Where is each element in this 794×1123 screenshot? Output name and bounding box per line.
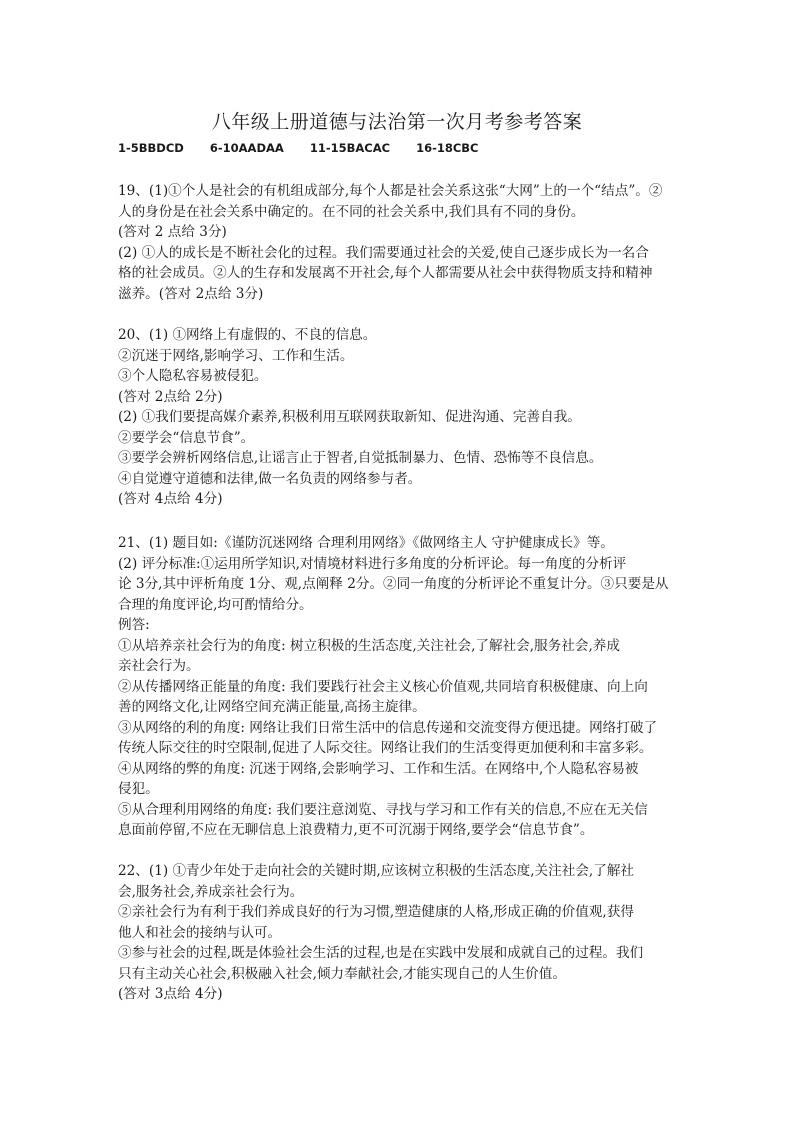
answer-line: 22、(1) ①青少年处于走向社会的关键时期,应该树立积极的生活态度,关注社会,了解社 [118, 863, 635, 879]
answer-line: ②亲社会行为有利于我们养成良好的行为习惯,塑造健康的人格,形成正确的价值观,获得 [118, 904, 634, 920]
answer-line: ④从网络的弊的角度: 沉迷于网络,会影响学习、工作和生活。在网络中,个人隐私容易被 [118, 760, 639, 777]
answer-line: ③从网络的利的角度: 网络让我们日常生活中的信息传递和交流变得方便迅捷。网络打破了 [118, 719, 658, 736]
scoring-note: (答对 3点给 4分) [118, 986, 223, 1002]
answer-group: 1-5BBDCD [118, 141, 184, 155]
answer-line: 亲社会行为。 [118, 658, 200, 674]
answer-line: (2) 评分标准:①运用所学知识,对情境材料进行多角度的分析评论。每一角度的分析评 [118, 555, 627, 572]
scoring-note: (答对 2 点给 3分) [118, 224, 227, 240]
answer-line: ③要学会辨析网络信息,让谣言止于智者,自觉抵制暴力、色情、恐怖等不良信息。 [118, 450, 603, 466]
answer-line: ②沉迷于网络,影响学习、工作和生活。 [118, 347, 354, 364]
question-21-answer [118, 533, 680, 841]
answer-line: 传统人际交往的时空限制,促进了人际交往。网络让我们的生活变得更加便利和丰富多彩。 [118, 740, 653, 756]
choice-answer-key [118, 141, 501, 155]
page-title: 八年级上册道德与法治第一次月考参考答案 [211, 111, 583, 133]
answer-line: 息面前停留,不应在无聊信息上浪费精力,更不可沉溺于网络,要学会“信息节食”。 [118, 822, 594, 838]
answer-line: ②要学会“信息节食”。 [118, 429, 255, 446]
answer-line: 只有主动关心社会,积极融入社会,倾力奉献社会,才能实现自己的人生价值。 [118, 965, 566, 982]
question-19-answer [118, 181, 680, 304]
answer-line: 20、(1) ①网络上有虚假的、不良的信息。 [118, 327, 377, 343]
answer-group: 11-15BACAC [309, 141, 391, 155]
answer-line: 滋养。(答对 2点给 3分) [118, 285, 264, 302]
answer-line: 会,服务社会,养成亲社会行为。 [118, 883, 304, 900]
answer-line: 人的身份是在社会关系中确定的。在不同的社会关系中,我们具有不同的身份。 [118, 203, 585, 220]
answer-line: 侵犯。 [118, 781, 159, 797]
answer-group: 6-10AADAA [209, 141, 284, 155]
answer-line: (2) ①人的成长是不断社会化的过程。我们需要通过社会的关爱,使自己逐步成长为一名合 [118, 244, 649, 261]
answer-line: 他人和社会的接纳与认可。 [118, 924, 282, 941]
answer-line: ⑤从合理利用网络的角度: 我们要注意浏览、寻找与学习和工作有关的信息,不应在无关信 [118, 801, 648, 818]
question-20-answer [118, 325, 680, 510]
answer-line: ④自觉遵守道德和法律,做一名负责的网络参与者。 [118, 470, 422, 487]
answer-group: 16-18CBC [416, 141, 479, 155]
scoring-note: (答对 4点给 4分) [118, 491, 223, 507]
answer-line: ①从培养亲社会行为的角度: 树立积极的生活态度,关注社会,了解社会,服务社会,养成 [118, 637, 620, 654]
answer-line: ②从传播网络正能量的角度: 我们要践行社会主义核心价值观,共同培育积极健康、向上向 [118, 678, 648, 695]
question-22-answer [118, 861, 680, 1005]
answer-line: 格的社会成员。②人的生存和发展离不开社会,每个人都需要从社会中获得物质支持和精神 [118, 265, 653, 281]
answer-line: 19、(1)①个人是社会的有机组成部分,每个人都是社会关系这张“大网”上的一个“结点”。② [118, 183, 663, 199]
scoring-note: (答对 2点给 2分) [118, 388, 223, 405]
answer-line: 论 3分,其中评析角度 1分、观,点阐释 2分。②同一角度的分析评论不重复计分。③只要是从 [118, 576, 669, 592]
answer-line: 善的网络文化,让网络空间充满正能量,高扬主旋律。 [118, 699, 426, 715]
answer-line: 合理的角度评论,均可酌情给分。 [118, 596, 313, 613]
answer-line: ③参与社会的过程,既是体验社会生活的过程,也是在实践中发展和成就自己的过程。我们 [118, 945, 644, 961]
example-heading: 例答: [118, 617, 150, 633]
answer-line: (2) ①我们要提高媒介素养,积极利用互联网获取新知、促进沟通、完善自我。 [118, 409, 581, 425]
answer-line: ③个人隐私容易被侵犯。 [118, 368, 268, 384]
answer-line: 21、(1) 题目如:《谨防沉迷网络 合理利用网络》《做网络主人 守护健康成长》等。 [118, 535, 614, 551]
